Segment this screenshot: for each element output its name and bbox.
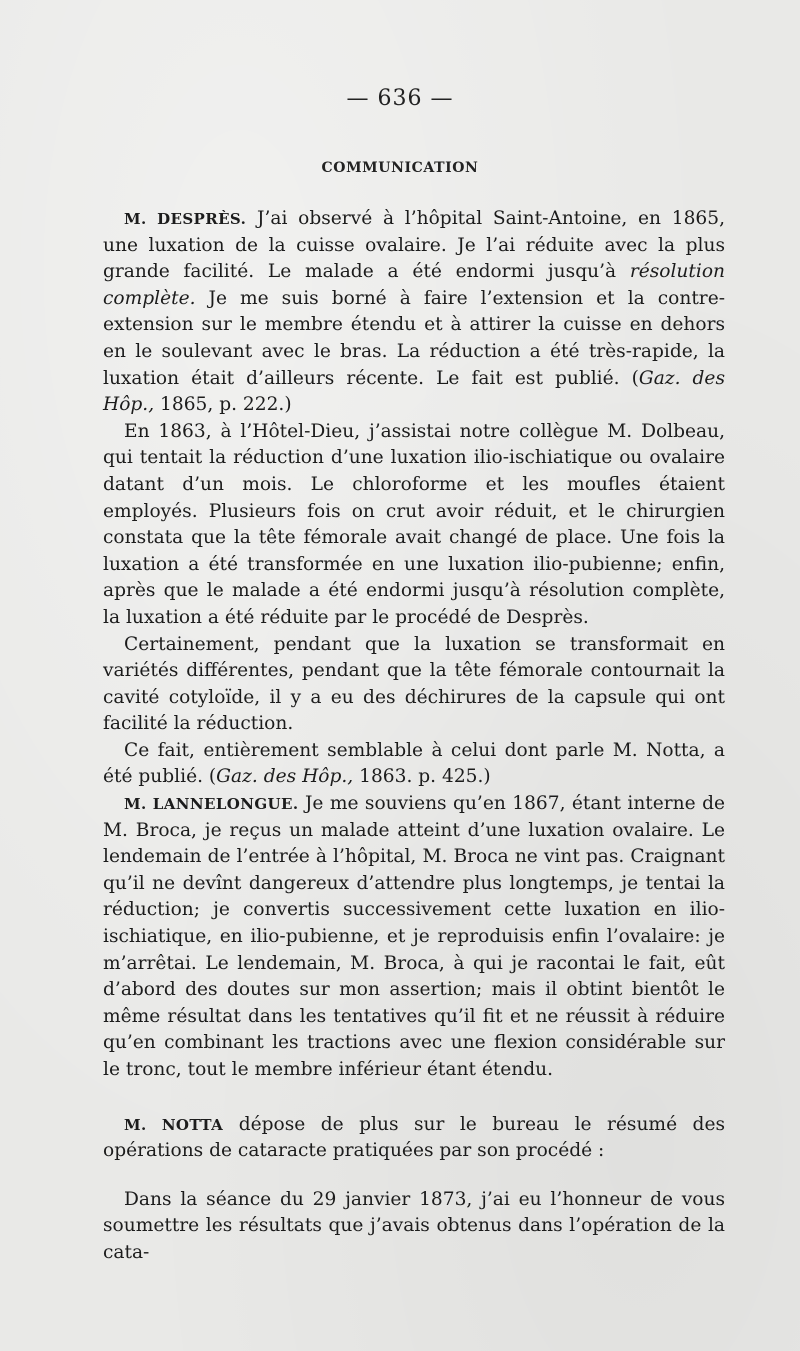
- italic-term: résolution complète.: [103, 261, 725, 309]
- paragraph-text: Ce fait, entièrement semblable à celui dont parle M. Notta, a été publié. (: [103, 739, 725, 788]
- paragraph-text: 1865, p. 222.): [154, 394, 292, 416]
- journal-citation: Gaz. des Hôp.,: [103, 367, 725, 416]
- section-heading: COMMUNICATION: [321, 160, 479, 176]
- paragraph-text: Je me souviens qu’en 1867, étant interne de M. Broca, je reçus un malade atteint d’une luxation ovalaire. Le lendemain de l’entrée à l’hôpital, M. Broca ne vint pas. Craignant qu’il ne devînt dangereux d’attendre plus longtemps, je tentai la réduction; je convertis successivement cette luxation en ilio-ischiatique, en ilio-pubienne, et je reproduisis enfin l’ovalaire: je m’arrêtai. Le lendemain, M. Broca, à qui je racontai le fait, eût d’abord des doutes sur mon assertion; mais il obtint bientôt le même résultat dans les tentatives qu’il fit et ne réussit à réduire qu’en combinant les tractions avec une flexion considérable sur le tronc, tout le membre inférieur étant étendu.: [103, 793, 725, 1080]
- speaker-name: M. NOTTA: [124, 1115, 224, 1134]
- speaker-name: M. DESPRÈS.: [124, 210, 247, 228]
- paragraph-notta: [103, 1112, 725, 1165]
- paragraph-certainement: Certainement, pendant que la luxation se transformait en variétés différentes, pendant que la tête fémorale contournait la cavité cotyloïde, il y a eu des déchirures de la capsule qui ont facilité la réduction.: [103, 633, 725, 735]
- paragraph-lannelongue: [103, 791, 725, 1084]
- paragraph-dolbeau: En 1863, à l’Hôtel-Dieu, j’assistai notre collègue M. Dolbeau, qui tentait la réduction d’une luxation ilio-ischiatique ou ovalaire datant d’un mois. Le chloroforme et les moufles étaient employés. Plusieurs fois on crut avoir réduit, et le chirurgien constata que la tête fémorale avait changé de place. Une fois la luxation a été transformée en une luxation ilio-pubienne; enfin, après que le malade a été endormi jusqu’à résolution complète, la luxation a été réduite par le procédé de Desprès.: [103, 420, 725, 628]
- paragraph-seance: Dans la séance du 29 janvier 1873, j’ai eu l’honneur de vous soumettre les résultats que j’avais obtenus dans l’opération de la cata-: [103, 1188, 725, 1263]
- page-number: — 636 —: [346, 86, 454, 111]
- paragraph-despres: [103, 206, 725, 419]
- paragraph-text: J’ai observé à l’hôpital Saint-Antoine, en 1865, une luxation de la cuisse ovalaire. Je l’ai réduite avec la plus grande facilité. Le malade a été endormi jusqu’à: [103, 208, 726, 283]
- paragraph-ce-fait: [103, 738, 725, 791]
- body-text: [103, 206, 725, 1267]
- paragraph-text: dépose de plus sur le bureau le résumé des opérations de cataracte pratiquées par son procédé :: [103, 1113, 725, 1162]
- journal-citation: Gaz. des Hôp.,: [216, 766, 354, 788]
- paragraph-text: Je me suis borné à faire l’extension et la contre-extension sur le membre étendu et à attirer la cuisse en dehors en le soulevant avec le bras. La réduction a été très-rapide, la luxation était d’ailleurs récente. Le fait est publié. (: [103, 287, 725, 389]
- speaker-name: M. LANNELONGUE.: [124, 795, 299, 814]
- paragraph-text: 1863. p. 425.): [353, 766, 491, 788]
